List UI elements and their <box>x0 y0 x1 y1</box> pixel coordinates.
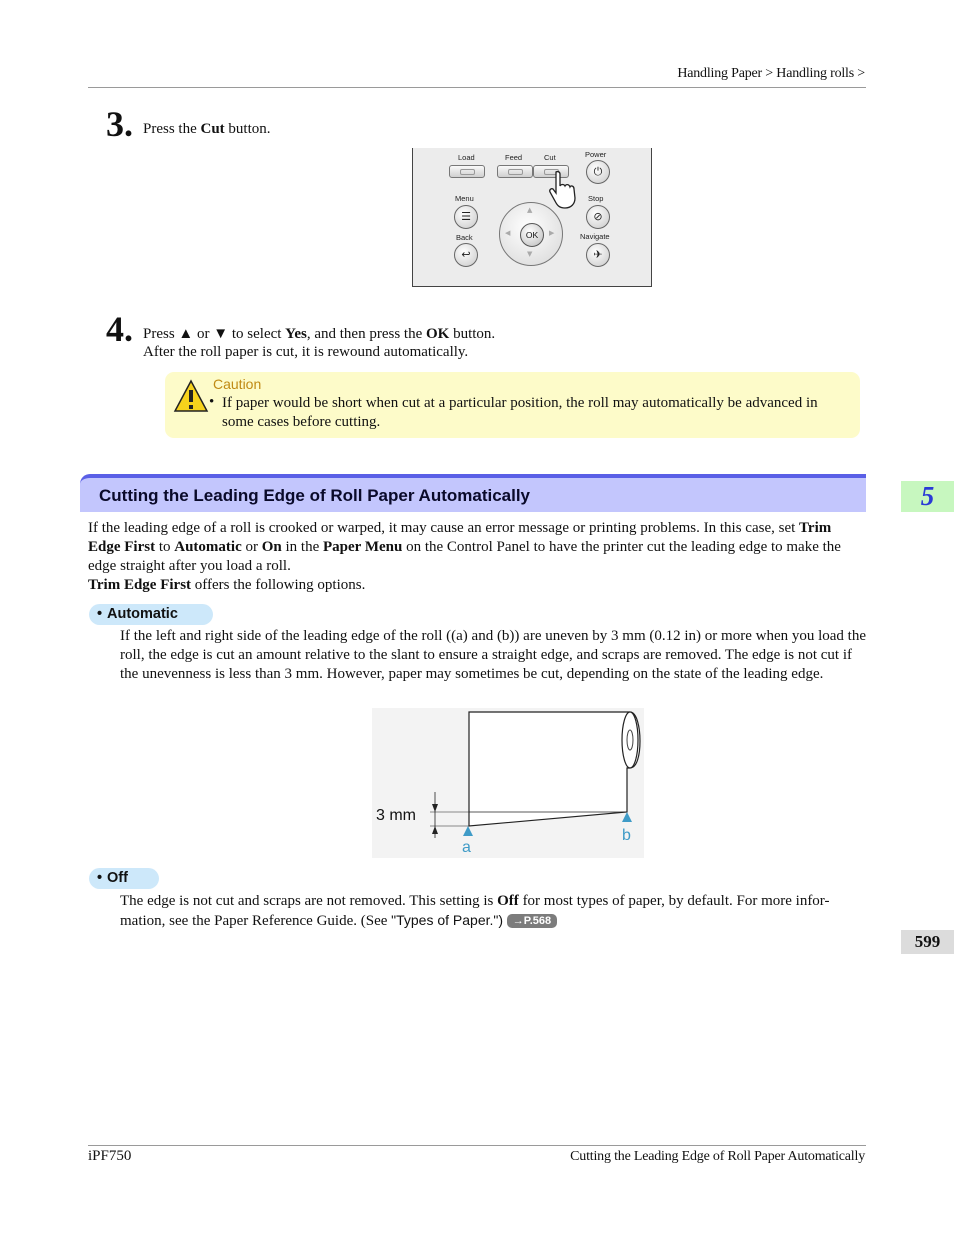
right-arrow-icon: ▶ <box>549 229 555 237</box>
header-rule <box>88 87 866 88</box>
types-of-paper-link[interactable]: "Types of Paper.") <box>391 912 504 928</box>
step-4-note: After the roll paper is cut, it is rewound automatically. <box>143 344 469 360</box>
off-option-label: • Off <box>89 868 159 889</box>
down-arrow-icon: ▼ <box>527 250 533 258</box>
intro-paragraph: If the leading edge of a roll is crooked or warped, it may cause an error message or printing problems. In this case, set Trim Edge First to Automatic or On in the Paper Menu on the Control Panel to have the printer cut the leading edge to make the edge straight after you load a roll. <box>88 520 841 574</box>
menu-icon: ☰ <box>461 210 471 223</box>
caution-box <box>165 372 860 438</box>
power-label: Power <box>585 150 607 159</box>
roll-edge-figure <box>372 708 644 858</box>
navigate-label: Navigate <box>580 232 610 241</box>
step-4-text: Press ▲ or ▼ to select Yes, and then press the OK button. <box>143 326 496 342</box>
point-a-label: a <box>462 839 471 856</box>
navigate-button[interactable] <box>586 243 610 267</box>
section-title: Cutting the Leading Edge of Roll Paper Automatically <box>99 486 531 505</box>
navigate-icon: ✈ <box>593 248 603 261</box>
page-reference-badge[interactable]: →P.568 <box>507 914 557 928</box>
automatic-option-label: • Automatic <box>89 604 213 625</box>
automatic-description: If the left and right side of the leading edge of the roll ((a) and (b)) are uneven by 3 mm (0.12 in) or more when you load the roll, the edge is cut an amount relative to the slant to ensure a straight edge, and scraps are removed. The edge is not cut if the unevenness is less than 3 mm. However, paper may sometimes be cut, depending on the state of the leading edge. <box>120 628 867 682</box>
dimension-label: 3 mm <box>376 807 416 824</box>
warning-icon <box>173 378 209 414</box>
chapter-tab[interactable] <box>901 481 954 512</box>
caution-text: If paper would be short when cut at a particular position, the roll may automatically be advanced in some cases before cutting. <box>222 395 818 430</box>
left-arrow-icon: ◀ <box>505 229 511 237</box>
caution-title: Caution <box>213 376 262 392</box>
footer-rule <box>88 1145 866 1146</box>
feed-label: Feed <box>505 153 523 162</box>
stop-label: Stop <box>588 194 604 203</box>
intro-options-line: Trim Edge First offers the following options. <box>88 577 366 593</box>
feed-button[interactable] <box>497 165 533 178</box>
step-3-text: Press the Cut button. <box>143 121 271 137</box>
hand-pointer-icon <box>548 170 584 210</box>
page-number-tab <box>901 930 954 954</box>
breadcrumb: Handling Paper > Handling rolls > <box>677 66 865 81</box>
step-3-number: 3. <box>106 104 133 144</box>
footer-title: Cutting the Leading Edge of Roll Paper Automatically <box>570 1149 865 1164</box>
back-button[interactable] <box>454 243 478 267</box>
step-4-number: 4. <box>106 309 133 349</box>
point-b-label: b <box>622 827 631 844</box>
control-panel-illustration <box>412 148 652 287</box>
cut-label: Cut <box>544 153 556 162</box>
off-description: The edge is not cut and scraps are not removed. This setting is Off for most types of paper, by default. For more infor-mation, see the Paper Reference Guide. (See "Types of Paper.") →P.568 <box>120 893 830 929</box>
load-button[interactable] <box>449 165 485 178</box>
footer-model: iPF750 <box>88 1148 132 1164</box>
up-arrow-icon: ▲ <box>527 206 533 214</box>
back-label: Back <box>456 233 473 242</box>
power-button[interactable] <box>586 160 610 184</box>
chapter-number: 5 <box>920 481 935 511</box>
back-icon: ↩ <box>461 248 471 261</box>
ok-button[interactable]: OK <box>520 223 544 247</box>
stop-button[interactable] <box>586 205 610 229</box>
page-number: 599 <box>914 932 941 951</box>
caution-bullet: • <box>209 394 215 410</box>
load-label: Load <box>458 153 475 162</box>
menu-button[interactable] <box>454 205 478 229</box>
stop-icon: ⊘ <box>593 210 603 223</box>
power-icon: ⏻ <box>593 165 603 178</box>
menu-label: Menu <box>455 194 474 203</box>
